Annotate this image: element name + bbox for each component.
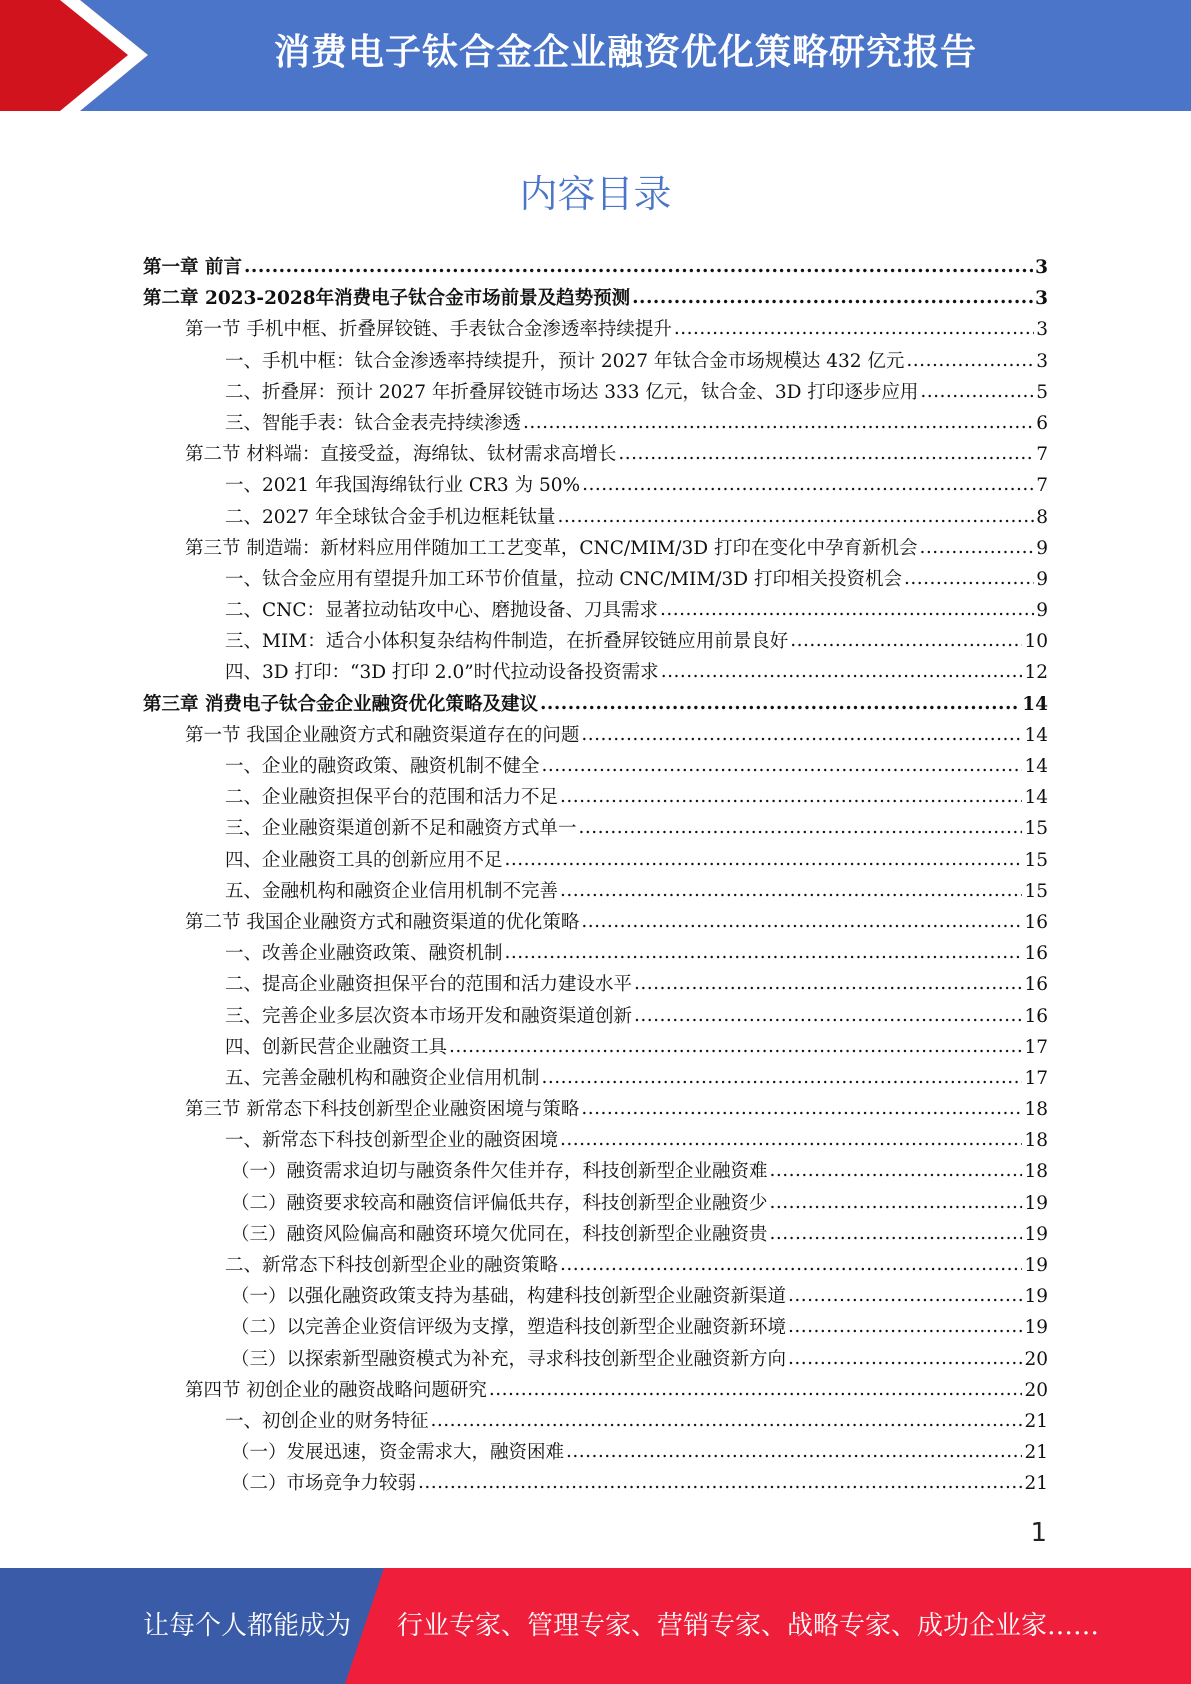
toc-entry-page: 18 xyxy=(1024,1099,1048,1121)
toc-leader-dots xyxy=(618,443,1034,464)
toc-entry-label: （一）发展迅速，资金需求大，融资困难 xyxy=(231,1442,565,1464)
toc-entry-page: 21 xyxy=(1024,1410,1048,1432)
toc-entry-page: 9 xyxy=(1036,600,1048,622)
toc-entry[interactable] xyxy=(143,658,1048,689)
toc-entry[interactable] xyxy=(143,1157,1048,1188)
toc-leader-dots xyxy=(770,1160,1023,1181)
toc-leader-dots xyxy=(505,942,1023,963)
toc-entry-label: （二）以完善企业资信评级为支撑，塑造科技创新型企业融资新环境 xyxy=(231,1317,787,1339)
toc-entry-label: （三）以探索新型融资模式为补充，寻求科技创新型企业融资新方向 xyxy=(231,1348,787,1370)
toc-entry[interactable] xyxy=(143,1407,1048,1438)
toc-entry-label: 二、2027 年全球钛合金手机边框耗钛量 xyxy=(225,506,556,528)
toc-entry-page: 15 xyxy=(1024,818,1048,840)
toc-entry-label: （一）融资需求迫切与融资条件欠佳并存，科技创新型企业融资难 xyxy=(231,1161,768,1183)
toc-entry-label: 三、智能手表：钛合金表壳持续渗透 xyxy=(225,412,522,434)
toc-entry-page: 15 xyxy=(1024,849,1048,871)
toc-entry-label: 四、企业融资工具的创新应用不足 xyxy=(225,849,503,871)
toc-entry-page: 14 xyxy=(1024,756,1048,777)
toc-entry-page: 16 xyxy=(1024,974,1048,996)
toc-leader-dots xyxy=(542,755,1023,776)
toc-leader-dots xyxy=(904,568,1034,589)
toc-entry-label: 第二节 材料端：直接受益，海绵钛、钛材需求高增长 xyxy=(185,444,617,466)
toc-entry[interactable] xyxy=(143,690,1048,721)
toc-entry[interactable] xyxy=(143,1438,1048,1469)
toc-leader-dots xyxy=(788,1285,1022,1306)
toc-entry-label: （二）市场竞争力较弱 xyxy=(231,1473,417,1495)
toc-leader-dots xyxy=(557,506,1034,527)
footer-slogan-left: 让每个人都能成为 xyxy=(143,1611,352,1641)
toc-leader-dots xyxy=(920,537,1035,558)
toc-entry[interactable] xyxy=(143,315,1048,346)
toc-entry-label: 一、初创企业的财务特征 xyxy=(225,1410,429,1432)
toc-leader-dots xyxy=(770,1223,1023,1244)
toc-entry-page: 8 xyxy=(1036,506,1048,528)
toc-entry[interactable] xyxy=(143,596,1048,627)
toc-entry[interactable] xyxy=(143,1189,1048,1220)
toc-entry-page: 18 xyxy=(1024,1130,1048,1152)
toc-leader-dots xyxy=(579,817,1023,838)
toc-entry-page: 9 xyxy=(1036,568,1048,590)
toc-entry-label: 第二章 2023-2028年消费电子钛合金市场前景及趋势预测 xyxy=(143,288,631,310)
toc-entry[interactable] xyxy=(143,1282,1048,1313)
toc-entry[interactable] xyxy=(143,471,1048,502)
toc-entry-label: 二、企业融资担保平台的范围和活力不足 xyxy=(225,787,559,809)
toc-entry-page: 18 xyxy=(1024,1161,1048,1183)
toc-entry[interactable] xyxy=(143,846,1048,877)
toc-leader-dots xyxy=(581,724,1022,745)
toc-entry-page: 16 xyxy=(1024,1005,1048,1027)
table-of-contents xyxy=(143,253,1048,1501)
toc-entry-page: 7 xyxy=(1036,475,1048,497)
toc-entry-label: 三、MIM：适合小体积复杂结构件制造，在折叠屏铰链应用前景良好 xyxy=(225,631,789,653)
toc-entry[interactable] xyxy=(143,1002,1048,1033)
toc-entry-label: （二）融资要求较高和融资信评偏低共存，科技创新型企业融资少 xyxy=(231,1192,768,1214)
toc-entry[interactable] xyxy=(143,409,1048,440)
toc-entry[interactable] xyxy=(143,1064,1048,1095)
toc-entry-label: 二、新常态下科技创新型企业的融资策略 xyxy=(225,1255,559,1276)
toc-entry-page: 19 xyxy=(1024,1192,1048,1214)
toc-entry[interactable] xyxy=(143,814,1048,845)
toc-entry[interactable] xyxy=(143,783,1048,814)
toc-entry-label: 第三章 消费电子钛合金企业融资优化策略及建议 xyxy=(143,693,538,715)
page-number: 1 xyxy=(1030,1518,1047,1548)
toc-leader-dots xyxy=(632,287,1033,308)
toc-entry-label: 二、提高企业融资担保平台的范围和活力建设水平 xyxy=(225,974,633,996)
toc-entry[interactable] xyxy=(143,347,1048,378)
report-title: 消费电子钛合金企业融资优化策略研究报告 xyxy=(273,32,977,73)
toc-entry[interactable] xyxy=(143,1313,1048,1344)
toc-leader-dots xyxy=(906,350,1034,371)
toc-leader-dots xyxy=(634,1005,1022,1026)
toc-leader-dots xyxy=(661,661,1023,682)
toc-entry[interactable] xyxy=(143,440,1048,471)
toc-entry[interactable] xyxy=(143,627,1048,658)
toc-entry[interactable] xyxy=(143,908,1048,939)
toc-entry-label: 第三节 新常态下科技创新型企业融资困境与策略 xyxy=(185,1099,580,1121)
toc-entry-page: 21 xyxy=(1024,1473,1048,1495)
toc-entry[interactable] xyxy=(143,877,1048,908)
toc-entry-label: （一）以强化融资政策支持为基础，构建科技创新型企业融资新渠道 xyxy=(231,1286,787,1308)
toc-entry-page: 12 xyxy=(1024,662,1048,684)
toc-entry[interactable] xyxy=(143,1033,1048,1064)
toc-entry-page: 5 xyxy=(1036,381,1048,403)
page-header xyxy=(0,0,1191,111)
toc-entry-page: 17 xyxy=(1024,1067,1048,1089)
toc-entry[interactable] xyxy=(143,1220,1048,1251)
toc-entry-page: 10 xyxy=(1024,631,1048,653)
toc-entry-label: 二、CNC：显著拉动钻攻中心、磨抛设备、刀具需求 xyxy=(225,600,658,622)
toc-leader-dots xyxy=(581,1098,1022,1119)
toc-entry-label: 一、手机中框：钛合金渗透率持续提升，预计 2027 年钛合金市场规模达 432 亿元 xyxy=(225,350,905,372)
toc-entry-label: 五、金融机构和融资企业信用机制不完善 xyxy=(225,880,559,902)
toc-leader-dots xyxy=(634,973,1022,994)
toc-entry[interactable] xyxy=(143,1126,1048,1157)
toc-entry-page: 19 xyxy=(1024,1255,1048,1276)
toc-leader-dots xyxy=(770,1192,1023,1213)
toc-entry-page: 3 xyxy=(1035,257,1048,278)
toc-entry-page: 19 xyxy=(1024,1286,1048,1308)
toc-entry-label: 第二节 我国企业融资方式和融资渠道的优化策略 xyxy=(185,911,580,933)
toc-entry-label: 四、创新民营企业融资工具 xyxy=(225,1036,448,1058)
page-footer xyxy=(0,1568,1191,1684)
toc-entry-label: 二、折叠屏：预计 2027 年折叠屏铰链市场达 333 亿元，钛合金、3D 打印逐步应用 xyxy=(225,381,919,403)
toc-entry[interactable] xyxy=(143,565,1048,596)
toc-entry-label: 第一节 手机中框、折叠屏铰链、手表钛合金渗透率持续提升 xyxy=(185,319,672,341)
toc-leader-dots xyxy=(540,693,1020,714)
toc-leader-dots xyxy=(788,1348,1022,1369)
toc-leader-dots xyxy=(489,1379,1023,1400)
toc-entry-page: 20 xyxy=(1024,1348,1048,1370)
toc-entry-page: 21 xyxy=(1024,1442,1048,1464)
toc-entry-label: 一、钛合金应用有望提升加工环节价值量，拉动 CNC/MIM/3D 打印相关投资机会 xyxy=(225,568,903,590)
toc-entry[interactable] xyxy=(143,503,1048,534)
toc-entry-page: 3 xyxy=(1036,319,1048,341)
toc-leader-dots xyxy=(566,1441,1022,1462)
toc-leader-dots xyxy=(542,1067,1023,1088)
toc-entry-page: 20 xyxy=(1024,1379,1048,1401)
toc-entry-label: 四、3D 打印：“3D 打印 2.0”时代拉动设备投资需求 xyxy=(225,662,659,684)
toc-entry-label: （三）融资风险偏高和融资环境欠优同在，科技创新型企业融资贵 xyxy=(231,1223,768,1245)
toc-entry-label: 五、完善金融机构和融资企业信用机制 xyxy=(225,1067,540,1089)
toc-entry-page: 6 xyxy=(1036,412,1048,434)
toc-entry[interactable] xyxy=(143,752,1048,783)
toc-entry-page: 14 xyxy=(1022,693,1048,715)
toc-entry-label: 三、完善企业多层次资本市场开发和融资渠道创新 xyxy=(225,1005,633,1027)
toc-entry-label: 第一节 我国企业融资方式和融资渠道存在的问题 xyxy=(185,724,580,746)
toc-entry-page: 19 xyxy=(1024,1223,1048,1245)
toc-entry-page: 16 xyxy=(1024,911,1048,933)
toc-entry[interactable] xyxy=(143,970,1048,1001)
toc-leader-dots xyxy=(418,1472,1022,1493)
toc-entry-page: 16 xyxy=(1024,943,1048,965)
toc-entry-label: 一、企业的融资政策、融资机制不健全 xyxy=(225,756,540,777)
toc-entry-label: 一、改善企业融资政策、融资机制 xyxy=(225,943,503,965)
toc-entry[interactable] xyxy=(143,939,1048,970)
toc-leader-dots xyxy=(523,412,1034,433)
toc-heading: 内容目录 xyxy=(519,172,672,216)
toc-leader-dots xyxy=(660,599,1034,620)
toc-entry-label: 三、企业融资渠道创新不足和融资方式单一 xyxy=(225,818,577,840)
toc-leader-dots xyxy=(790,630,1022,651)
toc-entry[interactable] xyxy=(143,1469,1048,1500)
toc-leader-dots xyxy=(788,1316,1022,1337)
toc-leader-dots xyxy=(431,1410,1023,1431)
toc-entry-label: 第四节 初创企业的融资战略问题研究 xyxy=(185,1379,487,1401)
toc-leader-dots xyxy=(582,474,1034,495)
toc-leader-dots xyxy=(505,849,1023,870)
toc-entry-label: 一、新常态下科技创新型企业的融资困境 xyxy=(225,1130,559,1152)
toc-leader-dots xyxy=(449,1036,1022,1057)
toc-entry-page: 7 xyxy=(1036,444,1048,466)
toc-leader-dots xyxy=(920,381,1034,402)
toc-entry[interactable] xyxy=(143,284,1048,315)
toc-entry[interactable] xyxy=(143,721,1048,752)
footer-slogan-right: 行业专家、管理专家、营销专家、战略专家、成功企业家…… xyxy=(397,1611,1100,1641)
toc-entry-page: 14 xyxy=(1024,724,1048,746)
toc-leader-dots xyxy=(244,256,1033,277)
toc-entry-page: 15 xyxy=(1024,880,1048,902)
toc-leader-dots xyxy=(560,880,1022,901)
toc-entry[interactable] xyxy=(143,378,1048,409)
toc-entry-page: 3 xyxy=(1035,288,1048,310)
toc-entry[interactable] xyxy=(143,534,1048,565)
toc-leader-dots xyxy=(581,911,1022,932)
toc-entry-label: 一、2021 年我国海绵钛行业 CR3 为 50% xyxy=(225,475,581,497)
toc-leader-dots xyxy=(560,1254,1022,1275)
toc-entry[interactable] xyxy=(143,1251,1048,1282)
toc-entry[interactable] xyxy=(143,1376,1048,1407)
toc-leader-dots xyxy=(560,1129,1022,1150)
toc-entry-page: 17 xyxy=(1024,1036,1048,1058)
toc-leader-dots xyxy=(674,318,1034,339)
toc-entry-page: 9 xyxy=(1036,537,1048,559)
toc-entry[interactable] xyxy=(143,1095,1048,1126)
toc-leader-dots xyxy=(560,786,1022,807)
toc-entry-page: 14 xyxy=(1024,787,1048,809)
toc-entry-page: 19 xyxy=(1024,1317,1048,1339)
toc-entry[interactable] xyxy=(143,253,1048,284)
toc-entry-page: 3 xyxy=(1036,350,1048,372)
toc-entry-label: 第三节 制造端：新材料应用伴随加工工艺变革，CNC/MIM/3D 打印在变化中孕育新机会 xyxy=(185,537,918,559)
toc-entry[interactable] xyxy=(143,1345,1048,1376)
toc-entry-label: 第一章 前言 xyxy=(143,257,242,278)
